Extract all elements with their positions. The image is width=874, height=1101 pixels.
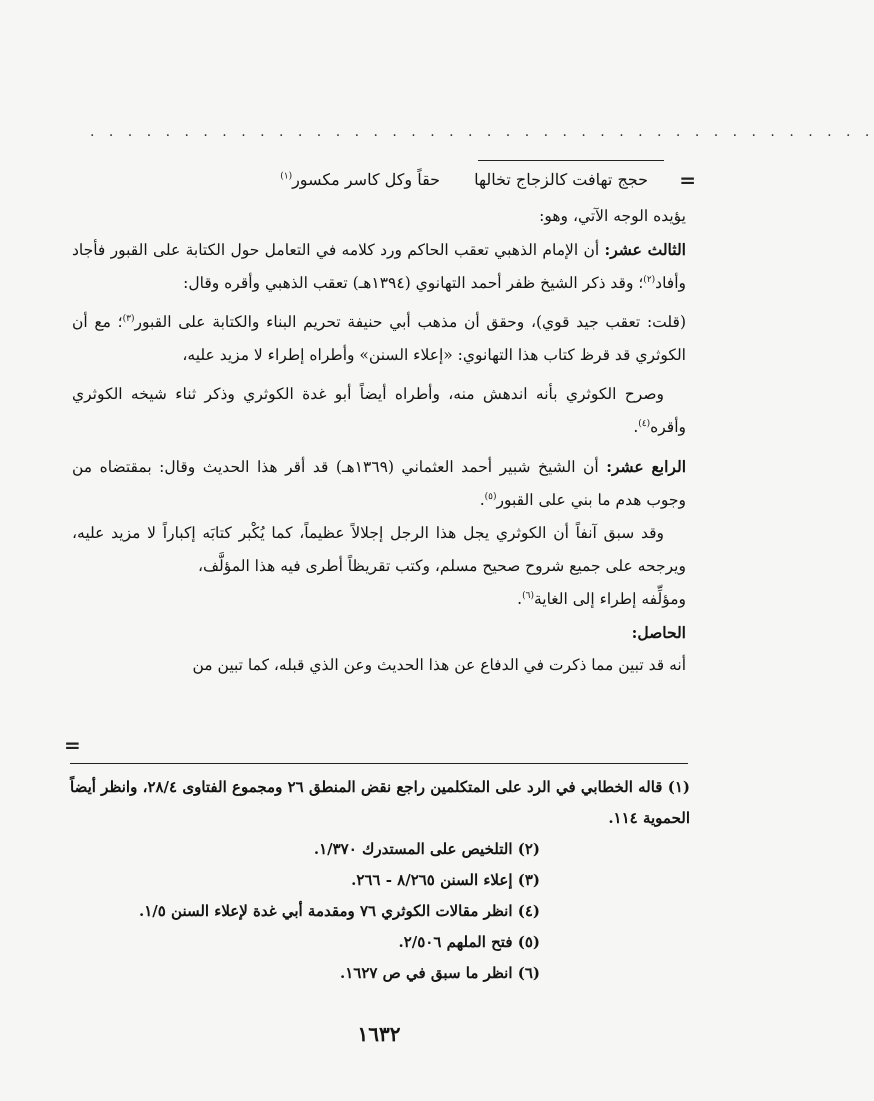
point-label-fourteenth: الرابع عشر:	[606, 457, 687, 476]
footnote-ref-4: (٤)	[638, 418, 651, 429]
verse-rule	[478, 160, 664, 161]
footnote-item: (٥) فتح الملهم ٢/٥٠٦.	[398, 933, 540, 951]
main-text	[72, 200, 686, 682]
footnote-item: (٦) انظر ما سبق في ص ١٦٢٧.	[339, 964, 540, 982]
paragraph-thirteenth	[72, 233, 686, 300]
footnotes	[70, 772, 690, 989]
paragraph-text: (قلت: تعقب جيد قوي)، وحقق أن مذهب أبي حنيفة تحريم البناء والكتابة على القبور	[134, 313, 686, 331]
verse-hemistich-2: حقاً وكل كاسر مكسور	[292, 170, 441, 189]
page-number: ١٦٣٢	[357, 1022, 401, 1046]
paragraph-text: ومؤلِّفه إطراء إلى الغاية	[533, 590, 686, 608]
continuation-mark-bottom: =	[64, 733, 81, 757]
point-label-thirteenth: الثالث عشر:	[604, 240, 686, 259]
paragraph	[72, 378, 686, 444]
footnote-ref-3: (٣)	[122, 313, 135, 324]
paragraph-text: .	[479, 491, 485, 509]
footnote-ref-6: (٦)	[522, 590, 534, 601]
paragraph-text: أن الشيخ شبير أحمد العثماني (١٣٦٩هـ) قد أقر هذا الحديث وقال: بمقتضاه من وجوب هدم ما بني على القبور	[72, 458, 686, 509]
verse-hemistich-1: حجج تهافت كالزجاج تخالها	[474, 170, 648, 189]
continuation-mark-top: =	[679, 168, 696, 192]
footnote-divider	[70, 763, 688, 764]
paragraph: يؤيده الوجه الآتي، وهو:	[539, 207, 686, 225]
footnote-item: (٣) إعلاء السنن ٨/٢٦٥ - ٢٦٦.	[351, 871, 540, 889]
footnote-ref-1: (١)	[280, 171, 293, 182]
ornamental-dots: . . . . . . . . . . . . . . . . . . . . . . . . . . . . . . . . . . . . . . . . . .	[90, 124, 874, 140]
paragraph-text: وصرح الكوثري بأنه اندهش منه، وأطراه أيضاً أبو غدة الكوثري وذكر ثناء شيخه الكوثري وأقره	[72, 385, 686, 436]
paragraph-text: ؛ مع أن الكوثري قد قرظ كتاب هذا التهانوي: «إعلاء السنن» وأطراه إطراء لا مزيد عليه،	[72, 313, 686, 364]
paragraph	[72, 583, 686, 616]
paragraph-quote	[72, 306, 686, 372]
footnote-item: (١) قاله الخطابي في الرد على المتكلمين راجع نقض المنطق ٢٦ ومجموع الفتاوى ٢٨/٤، وانظر أيضاً الحموية ١١٤.	[70, 778, 690, 827]
section-heading-conclusion: الحاصل:	[631, 623, 686, 642]
poetry-verse	[128, 170, 648, 189]
paragraph-text: .	[633, 418, 639, 436]
paragraph-text: .	[517, 590, 523, 608]
paragraph-text: ؛ وقد ذكر الشيخ ظفر أحمد التهانوي (١٣٩٤هـ) تعقب الذهبي وأقره وقال:	[183, 274, 644, 292]
footnote-item: (٤) انظر مقالات الكوثري ٧٦ ومقدمة أبي غدة لإعلاء السنن ١/٥.	[138, 902, 540, 920]
paragraph-text: أن الإمام الذهبي تعقب الحاكم ورد كلامه في التعامل حول الكتابة على القبور فأجاد وأفاد	[72, 241, 686, 292]
paragraph: وقد سبق آنفاً أن الكوثري يجل هذا الرجل إجلالاً عظيماً، كما يُكْبر كتابَه إكباراً لا مزيد عليه، ويرجحه على جميع شروح صحيح مسلم، وكتب تقريظاً أطرى فيه هذا المؤلَّف،	[72, 524, 686, 575]
footnote-ref-5: (٥)	[484, 491, 497, 502]
paragraph: أنه قد تبين مما ذكرت في الدفاع عن هذا الحديث وعن الذي قبله، كما تبين من	[192, 656, 686, 674]
footnote-item: (٢) التلخيص على المستدرك ١/٣٧٠.	[313, 840, 540, 858]
paragraph-fourteenth	[72, 450, 686, 517]
footnote-ref-2: (٢)	[643, 274, 656, 285]
